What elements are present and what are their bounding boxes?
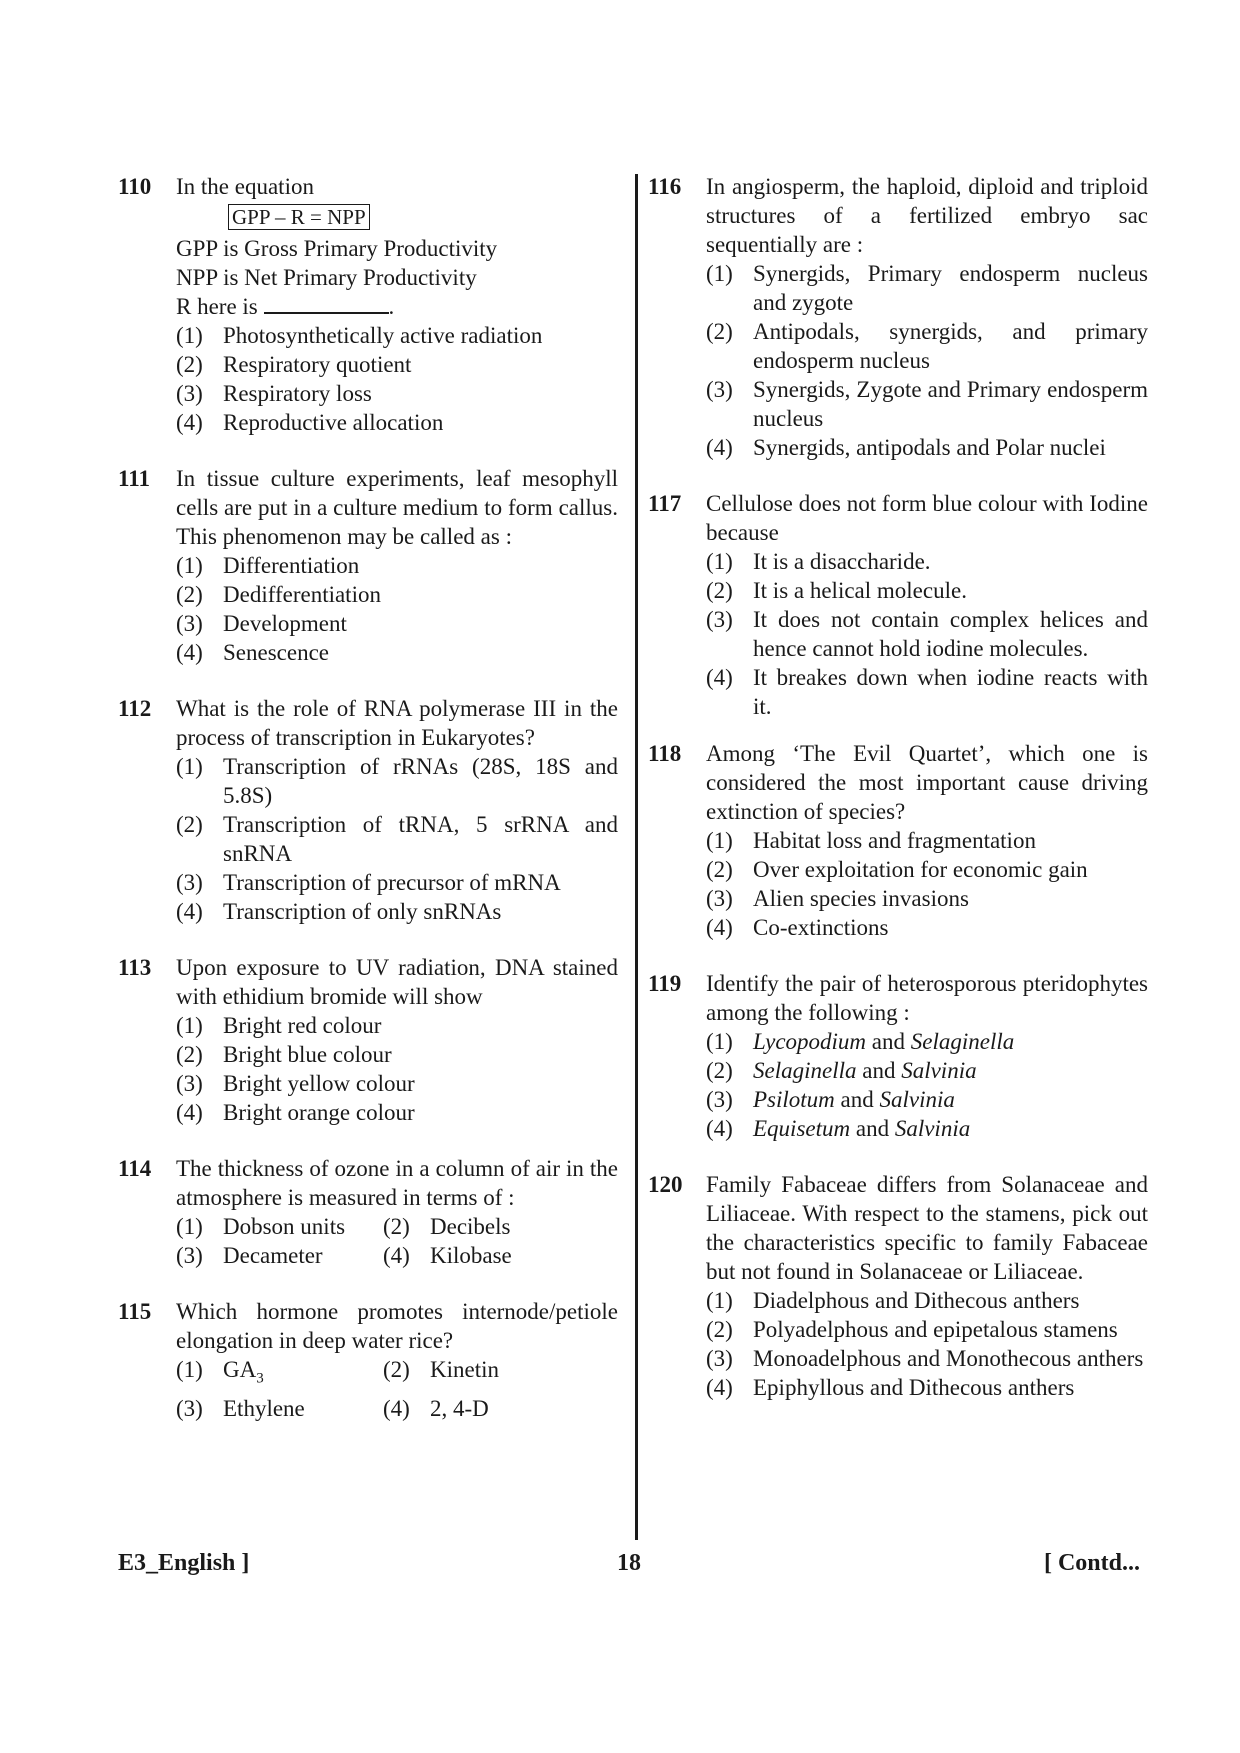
question-stem: Family Fabaceae differs from Solanaceae and Liliaceae. With respect to the stamens, pick out the characteristics specific to family Fabaceae but not found in Solanaceae or Liliaceae.: [706, 1172, 1148, 1284]
footer-page-number: 18: [617, 1550, 641, 1576]
question-number: 112: [118, 696, 152, 721]
question-number: 117: [648, 491, 682, 516]
option-number: (4): [383, 1243, 410, 1268]
option-3: [706, 375, 1148, 433]
question-114: [118, 1154, 618, 1270]
option-number: (3): [706, 1346, 733, 1371]
option-text: Decameter: [223, 1243, 323, 1268]
option-3: [176, 609, 618, 638]
option-4: [706, 1373, 1148, 1402]
option-2: [383, 1355, 618, 1394]
question-number: 113: [118, 955, 152, 980]
option-text: Decibels: [430, 1214, 511, 1239]
blank-prefix: R here is: [176, 294, 258, 319]
genus-name: Selaginella: [910, 1029, 1015, 1054]
option-number: (3): [176, 1071, 203, 1096]
question-number: 116: [648, 174, 682, 199]
option-text: Ethylene: [223, 1395, 305, 1421]
option-2: [706, 855, 1148, 884]
option-1: [706, 259, 1148, 317]
option-number: (4): [706, 1375, 733, 1400]
genus-name: Salvinia: [879, 1087, 955, 1112]
option-text: Dobson units: [223, 1214, 346, 1239]
option-number: (2): [176, 582, 203, 607]
option-number: (3): [706, 1087, 733, 1112]
question-110: [118, 172, 618, 437]
option-text: Photosynthetically active radiation: [223, 323, 543, 348]
option-number: (1): [176, 754, 203, 779]
option-number: (3): [176, 1243, 203, 1268]
option-3: [706, 1344, 1148, 1373]
question-116: [648, 172, 1148, 462]
question-118: [648, 739, 1148, 942]
option-text: Senescence: [223, 640, 329, 665]
option-text: Bright yellow colour: [223, 1071, 415, 1096]
option-4: [706, 663, 1148, 721]
question-number: 115: [118, 1299, 152, 1324]
option-number: (3): [176, 870, 203, 895]
option-3: [706, 884, 1148, 913]
option-2: [176, 350, 618, 379]
option-number: (1): [706, 1288, 733, 1313]
option-text: Transcription of precursor of mRNA: [223, 870, 561, 895]
option-3: [176, 868, 618, 897]
option-number: (2): [176, 812, 203, 837]
option-text: Epiphyllous and Dithecous anthers: [753, 1375, 1075, 1400]
option-text: Development: [223, 611, 347, 636]
question-112: [118, 694, 618, 926]
option-3: [706, 605, 1148, 663]
option-number: (3): [176, 381, 203, 406]
question-number: 120: [648, 1172, 683, 1197]
option-number: (1): [706, 549, 733, 574]
option-1: [706, 1286, 1148, 1315]
question-115: [118, 1297, 618, 1423]
option-text: Alien species invasions: [753, 886, 969, 911]
option-text: Reproductive allocation: [223, 410, 444, 435]
option-1: [706, 826, 1148, 855]
answer-blank: [264, 292, 389, 314]
option-4: [706, 433, 1148, 462]
option-number: (2): [176, 1042, 203, 1067]
question-stem: What is the role of RNA polymerase III in the process of transcription in Eukaryotes?: [176, 696, 618, 750]
option-text: Respiratory loss: [223, 381, 372, 406]
option-text: It breakes down when iodine reacts with it.: [753, 665, 1148, 719]
option-number: (4): [176, 899, 203, 924]
option-4: [706, 913, 1148, 942]
option-number: (3): [706, 886, 733, 911]
option-number: (2): [383, 1214, 410, 1239]
option-4: [176, 1098, 618, 1127]
left-column: [118, 172, 618, 1423]
option-1: [176, 1212, 383, 1241]
option-number: (2): [176, 352, 203, 377]
option-text: Synergids, antipodals and Polar nuclei: [753, 435, 1106, 460]
question-stem: The thickness of ozone in a column of air in the atmosphere is measured in terms of :: [176, 1156, 618, 1210]
question-stem: Which hormone promotes internode/petiole elongation in deep water rice?: [176, 1299, 618, 1353]
definition-line: GPP is Gross Primary Productivity: [176, 236, 498, 261]
option-3: [706, 1085, 1148, 1114]
option-number: (4): [383, 1395, 410, 1421]
option-number: (3): [176, 611, 203, 636]
definition-line: NPP is Net Primary Productivity: [176, 265, 477, 290]
option-1: [176, 551, 618, 580]
option-4: [706, 1114, 1148, 1143]
question-number: 110: [118, 174, 152, 199]
option-2: [706, 1056, 1148, 1085]
option-1: [176, 1355, 383, 1394]
right-column: [648, 172, 1148, 1402]
conjunction: and: [840, 1087, 874, 1112]
option-text: Diadelphous and Dithecous anthers: [753, 1288, 1080, 1313]
genus-name: Equisetum: [753, 1116, 851, 1141]
option-4: [383, 1394, 618, 1423]
option-1: [706, 1027, 1148, 1056]
fill-blank-line: [176, 292, 618, 321]
option-text: It is a helical molecule.: [753, 578, 967, 603]
option-text: Differentiation: [223, 553, 360, 578]
option-2: [706, 576, 1148, 605]
option-3: [176, 1241, 383, 1270]
option-number: (1): [706, 1029, 733, 1054]
option-number: (1): [176, 553, 203, 578]
option-2: [176, 1040, 618, 1069]
option-number: (4): [176, 640, 203, 665]
footer-continued: [ Contd...: [1043, 1550, 1140, 1576]
option-4: [383, 1241, 618, 1270]
option-2: [176, 580, 618, 609]
column-divider: [635, 174, 638, 1540]
option-number: (2): [706, 578, 733, 603]
option-2: [706, 1315, 1148, 1344]
option-text: Co-extinctions: [753, 915, 889, 940]
genus-name: Salvinia: [901, 1058, 977, 1083]
option-number: (2): [706, 319, 733, 344]
question-113: [118, 953, 618, 1127]
option-2: [706, 317, 1148, 375]
option-number: (2): [706, 1317, 733, 1342]
option-number: (1): [706, 261, 733, 286]
genus-name: Salvinia: [894, 1116, 971, 1141]
question-119: [648, 969, 1148, 1143]
question-120: [648, 1170, 1148, 1402]
option-text: Transcription of rRNAs (28S, 18S and 5.8S): [223, 754, 618, 808]
question-number: 114: [118, 1156, 152, 1181]
option-number: (1): [706, 828, 733, 853]
question-stem: Identify the pair of heterosporous pteridophytes among the following :: [706, 971, 1148, 1025]
blank-suffix: .: [388, 294, 395, 319]
option-text: Respiratory quotient: [223, 352, 412, 377]
option-1: [706, 547, 1148, 576]
option-text: Polyadelphous and epipetalous stamens: [753, 1317, 1118, 1342]
genus-name: Lycopodium: [753, 1029, 867, 1054]
option-number: (2): [383, 1357, 410, 1382]
option-text: 2, 4-D: [430, 1395, 489, 1421]
conjunction: and: [855, 1116, 890, 1141]
option-1: [176, 1011, 618, 1040]
option-3: [176, 379, 618, 408]
conjunction: and: [871, 1029, 905, 1054]
question-111: [118, 464, 618, 667]
question-stem: Among ‘The Evil Quartet’, which one is considered the most important cause driving extinction of species?: [706, 741, 1148, 824]
option-number: (3): [706, 377, 733, 402]
option-3: [176, 1394, 383, 1423]
question-stem: In tissue culture experiments, leaf mesophyll cells are put in a culture medium to form callus. This phenomenon may be called as :: [176, 466, 618, 549]
option-text: It does not contain complex helices and hence cannot hold iodine molecules.: [753, 607, 1148, 661]
genus-name: Selaginella: [753, 1058, 857, 1083]
question-number: 118: [648, 741, 682, 766]
option-number: (1): [176, 1013, 203, 1038]
option-text: Habitat loss and fragmentation: [753, 828, 1036, 853]
option-text: GA: [223, 1357, 257, 1382]
option-number: (1): [176, 323, 203, 348]
option-4: [176, 897, 618, 926]
option-text: Bright red colour: [223, 1013, 382, 1038]
option-text: Monoadelphous and Monothecous anthers: [753, 1346, 1144, 1371]
option-text: Bright blue colour: [223, 1042, 392, 1067]
question-stem: In the equation: [176, 174, 314, 199]
option-text: Kinetin: [430, 1357, 499, 1382]
option-1: [176, 321, 618, 350]
option-text: Kilobase: [430, 1243, 512, 1268]
question-stem: Cellulose does not form blue colour with Iodine because: [706, 491, 1148, 545]
option-text: It is a disaccharide.: [753, 549, 931, 574]
option-number: (3): [706, 607, 733, 632]
option-number: (1): [176, 1357, 203, 1382]
question-stem: In angiosperm, the haploid, diploid and triploid structures of a fertilized embryo sac sequentially are :: [706, 174, 1148, 257]
option-number: (4): [176, 1100, 203, 1125]
option-2: [383, 1212, 618, 1241]
option-text: Over exploitation for economic gain: [753, 857, 1088, 882]
genus-name: Psilotum: [753, 1087, 835, 1112]
question-number: 111: [118, 466, 150, 491]
option-4: [176, 638, 618, 667]
option-text: Transcription of only snRNAs: [223, 899, 502, 924]
option-text: Transcription of tRNA, 5 srRNA and snRNA: [223, 812, 618, 866]
options-grid: [176, 1212, 618, 1270]
option-number: (4): [706, 915, 733, 940]
option-text: Synergids, Primary endosperm nucleus and zygote: [753, 261, 1148, 315]
option-subscript: 3: [256, 1370, 264, 1387]
conjunction: and: [862, 1058, 896, 1083]
options-grid: [176, 1355, 618, 1423]
option-text: Antipodals, synergids, and primary endosperm nucleus: [753, 319, 1148, 373]
option-text: Dedifferentiation: [223, 582, 381, 607]
option-number: (2): [706, 1058, 733, 1083]
option-1: [176, 752, 618, 810]
option-number: (4): [706, 1116, 733, 1141]
option-text: Synergids, Zygote and Primary endosperm nucleus: [753, 377, 1148, 431]
question-117: [648, 489, 1148, 721]
option-number: (4): [706, 435, 733, 460]
option-number: (3): [176, 1395, 203, 1421]
footer-booklet-code: E3_English ]: [118, 1550, 250, 1576]
question-stem: Upon exposure to UV radiation, DNA stained with ethidium bromide will show: [176, 955, 618, 1009]
equation-box: GPP – R = NPP: [228, 204, 370, 230]
option-text: Bright orange colour: [223, 1100, 415, 1125]
question-number: 119: [648, 971, 682, 996]
option-4: [176, 408, 618, 437]
option-3: [176, 1069, 618, 1098]
option-number: (2): [706, 857, 733, 882]
option-number: (4): [706, 665, 733, 690]
option-number: (1): [176, 1214, 203, 1239]
option-2: [176, 810, 618, 868]
option-number: (4): [176, 410, 203, 435]
